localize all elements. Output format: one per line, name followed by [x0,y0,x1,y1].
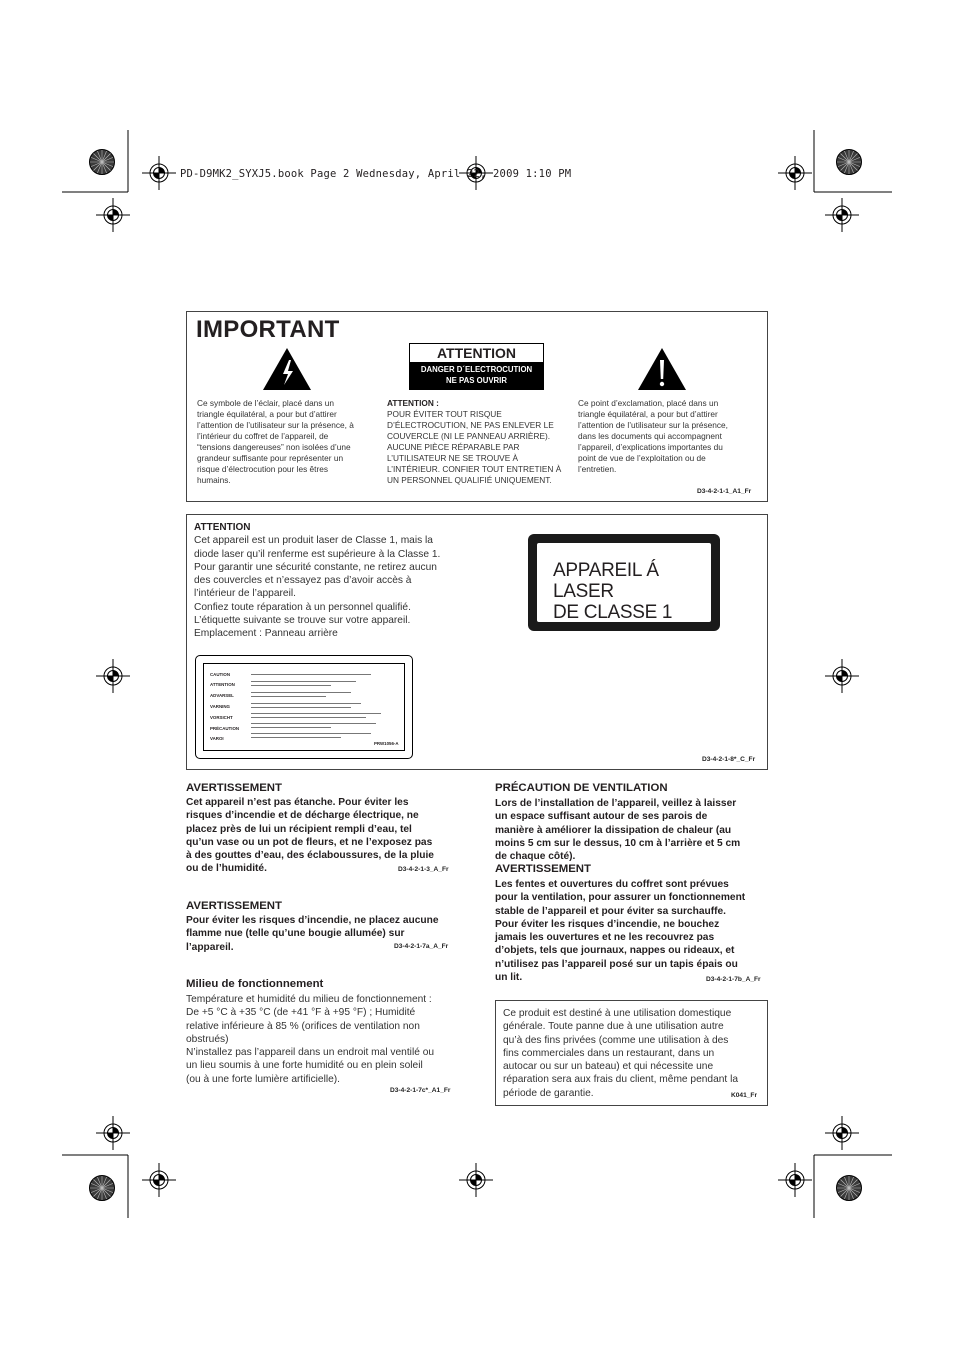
text-line: Ce symbole de l’éclair, placé dans un [197,398,334,408]
text-line: ou de l’humidité. [186,863,267,875]
text-line: dans les documents qui accompagnent [578,431,722,441]
attention-label [409,343,544,390]
milieu-heading: Milieu de fonctionnement [186,978,324,990]
label-row-caption: VARNING [210,704,230,709]
text-line: UN PERSONNEL QUALIFIÉ UNIQUEMENT. [387,475,552,485]
text-line: qu’à des fins privées (comme une utilisation à des [503,1034,729,1046]
text-line: Confiez toute réparation à un personnel qualifié. [194,601,411,613]
text-line: Cet appareil n’est pas étanche. Pour éviter les [186,797,409,808]
text-line: moins 5 cm sur le dessus, 10 cm à l’arrière et 5 cm [495,837,741,849]
text-line: N’installez pas l’appareil dans un endroit mal ventilé ou [186,1047,435,1059]
text-line: POUR ÉVITER TOUT RISQUE [387,409,502,419]
text-line: réparation sera aux frais du client, même pendant la [503,1074,739,1086]
text-line: L’étiquette suivante se trouve sur votre appareil. [194,615,411,627]
text-line: Lors de l’installation de l’appareil, veillez à laisser [495,798,737,809]
text-line: risques d’incendie et de décharge électrique, ne [186,810,419,822]
text-line: obstrués) [186,1033,229,1045]
text-line: l’intérieur du coffret de l’appareil, de [197,431,329,441]
text-line: placez près de lui un récipient rempli d’eau, tel [186,823,412,835]
avertissement-openings-text [495,878,770,984]
domestic-use-text [503,1007,765,1100]
text-line: AUCUNE PIÈCE RÉPARABLE PAR [387,442,520,452]
laser-plate-line1: APPAREIL Á LASER [553,560,659,602]
label-row-caption: CAUTION [210,672,231,677]
text-line: générale. Toute panne due à une utilisation autre [503,1021,724,1033]
text-line: Température et humidité du milieu de fonctionnement : [186,994,432,1005]
text-line: qu’un vase ou un pot de fleurs, et ne l’exposez pas [186,836,433,848]
text-line: point de vue de l’exploitation ou de [578,453,706,463]
text-line: l’entretien. [578,464,617,474]
text-line: Les fentes et ouvertures du coffret sont prévues [495,879,729,890]
reference-code: D3-4-2-1-8*_C_Fr [702,756,756,763]
text-line: fins commerciales dans un restaurant, dans un [503,1047,715,1059]
label-row-caption: PRÉCAUTION [210,726,240,731]
text-line: un espace suffisant autour de ses parois de [495,811,708,823]
avertissement-heading: AVERTISSEMENT [186,900,282,912]
text-line: Pour éviter les risques d’incendie, ne placez aucune [186,915,439,926]
reference-code: D3-4-2-1-7b_A_Fr [706,976,761,983]
text-line: l’appareil, d’explications importantes du [578,442,723,452]
text-line: De +5 °C à +35 °C (de +41 °F à +95 °F) ; Humidité [186,1007,416,1019]
text-line: jamais les ouvertures et ne les recouvrez pas [495,932,715,944]
reference-code: D3-4-2-1-1_A1_Fr [697,488,752,495]
text-line: l’intérieur de l’appareil. [194,588,296,600]
text-line: de chaque côté). [495,851,576,863]
text-line: (ou à une forte lumière artificielle). [186,1073,341,1085]
text-line: n’utilisez pas l’appareil posé sur un tapis épais ou [495,958,738,970]
ventilation-text [495,797,770,863]
text-line: l’appareil. [186,941,234,953]
laser-heading: ATTENTION [194,522,251,533]
reference-code: D3-4-2-1-3_A_Fr [398,866,449,873]
text-line: d’objets, tels que journaux, nappes ou rideaux, et [495,945,735,957]
avertissement-heading: AVERTISSEMENT [186,782,282,794]
text-line: Emplacement : Panneau arrière [194,628,338,640]
avertissement-water-text [186,796,461,876]
avertissement-heading: AVERTISSEMENT [495,863,591,875]
ventilation-heading: PRÉCAUTION DE VENTILATION [495,782,668,794]
text-line: Ce point d’exclamation, placé dans un [578,398,719,408]
text-line: triangle équilatéral, a pour but d’attirer [197,409,337,419]
text-line: L’UTILISATEUR NE SE TROUVE À [387,453,519,463]
text-line: Ce produit est destiné à une utilisation domestique [503,1008,732,1019]
milieu-text [186,993,461,1086]
text-line: à des gouttes d’eau, des éclaboussures, de la pluie [186,850,434,862]
attention-explanation [387,398,572,486]
text-line: humains. [197,475,231,485]
label-row-caption: VORSICHT [210,715,233,720]
attention-heading: ATTENTION : [387,398,439,408]
label-part-code: PRW1056-A [374,741,399,746]
text-line: relative inférieure à 85 % (orifices de ventilation non [186,1020,420,1032]
text-line: Cet appareil est un produit laser de Classe 1, mais la [194,535,433,547]
laser-plate-line2: DE CLASSE 1 [553,602,673,623]
attention-label-line1: DANGER D´ELECTROCUTION [420,365,533,374]
label-row-caption: ADVARSEL [210,693,234,698]
lightning-explanation [197,398,382,486]
text-line: “tensions dangereuses” non isolées d’une [197,442,351,452]
text-line: manière à améliorer la dissipation de chaleur (au [495,824,732,836]
text-line: un lit. [495,972,523,984]
attention-label-line2: NE PAS OUVRIR [446,376,507,385]
reference-code: K041_Fr [731,1092,758,1099]
text-line: grandeur suffisante pour représenter un [197,453,344,463]
reference-code: D3-4-2-1-7c*_A1_Fr [390,1087,451,1094]
text-line: un lieu soumis à une forte humidité ou en plein soleil [186,1060,423,1072]
text-line: diode laser qu’il renferme est supérieure à la Classe 1. [194,548,441,560]
text-line: L’INTÉRIEUR. CONFIER TOUT ENTRETIEN À [387,464,562,474]
exclamation-explanation [578,398,763,475]
laser-warning-label-image [195,655,413,759]
text-line: flamme nue (telle qu’une bougie allumée) sur [186,928,405,940]
text-line: autocar ou sur un bateau) et qui nécessite une [503,1061,714,1073]
text-line: D’ÉLECTROCUTION, NE PAS ENLEVER LE [387,420,554,430]
laser-attention-text [194,521,469,641]
label-row-caption: VAROI [210,736,224,741]
text-line: Pour garantir une sécurité constante, ne retirez aucun [194,561,437,573]
text-line: triangle équilatéral, a pour but d’attirer [578,409,718,419]
text-line: pour la ventilation, pour assurer un fonctionnement [495,892,746,904]
attention-label-title: ATTENTION [410,344,543,362]
text-line: COUVERCLE (NI LE PANNEAU ARRIÈRE). [387,431,551,441]
text-line: Pour éviter les risques d’incendie, ne bouchez [495,918,720,930]
exclamation-warning-icon [637,347,687,391]
text-line: l’attention de l’utilisateur sur la présence, à [197,420,354,430]
reference-code: D3-4-2-1-7a_A_Fr [394,943,449,950]
text-line: des couvercles et n’essayez pas d’avoir accès à [194,575,412,587]
text-line: risque d’électrocution pour les êtres [197,464,328,474]
text-line: période de garantie. [503,1087,594,1099]
text-line: stable de l’appareil et pour éviter sa surchauffe. [495,905,726,917]
laser-class-plate [528,534,720,631]
lightning-warning-icon [262,347,312,391]
text-line: l’attention de l’utilisateur sur la présence, [578,420,728,430]
label-row-caption: ATTENTION [210,682,235,687]
file-header-line: PD-D9MK2_SYXJ5.book Page 2 Wednesday, April 22, 2009 1:10 PM [180,168,572,180]
important-title: IMPORTANT [196,316,340,343]
